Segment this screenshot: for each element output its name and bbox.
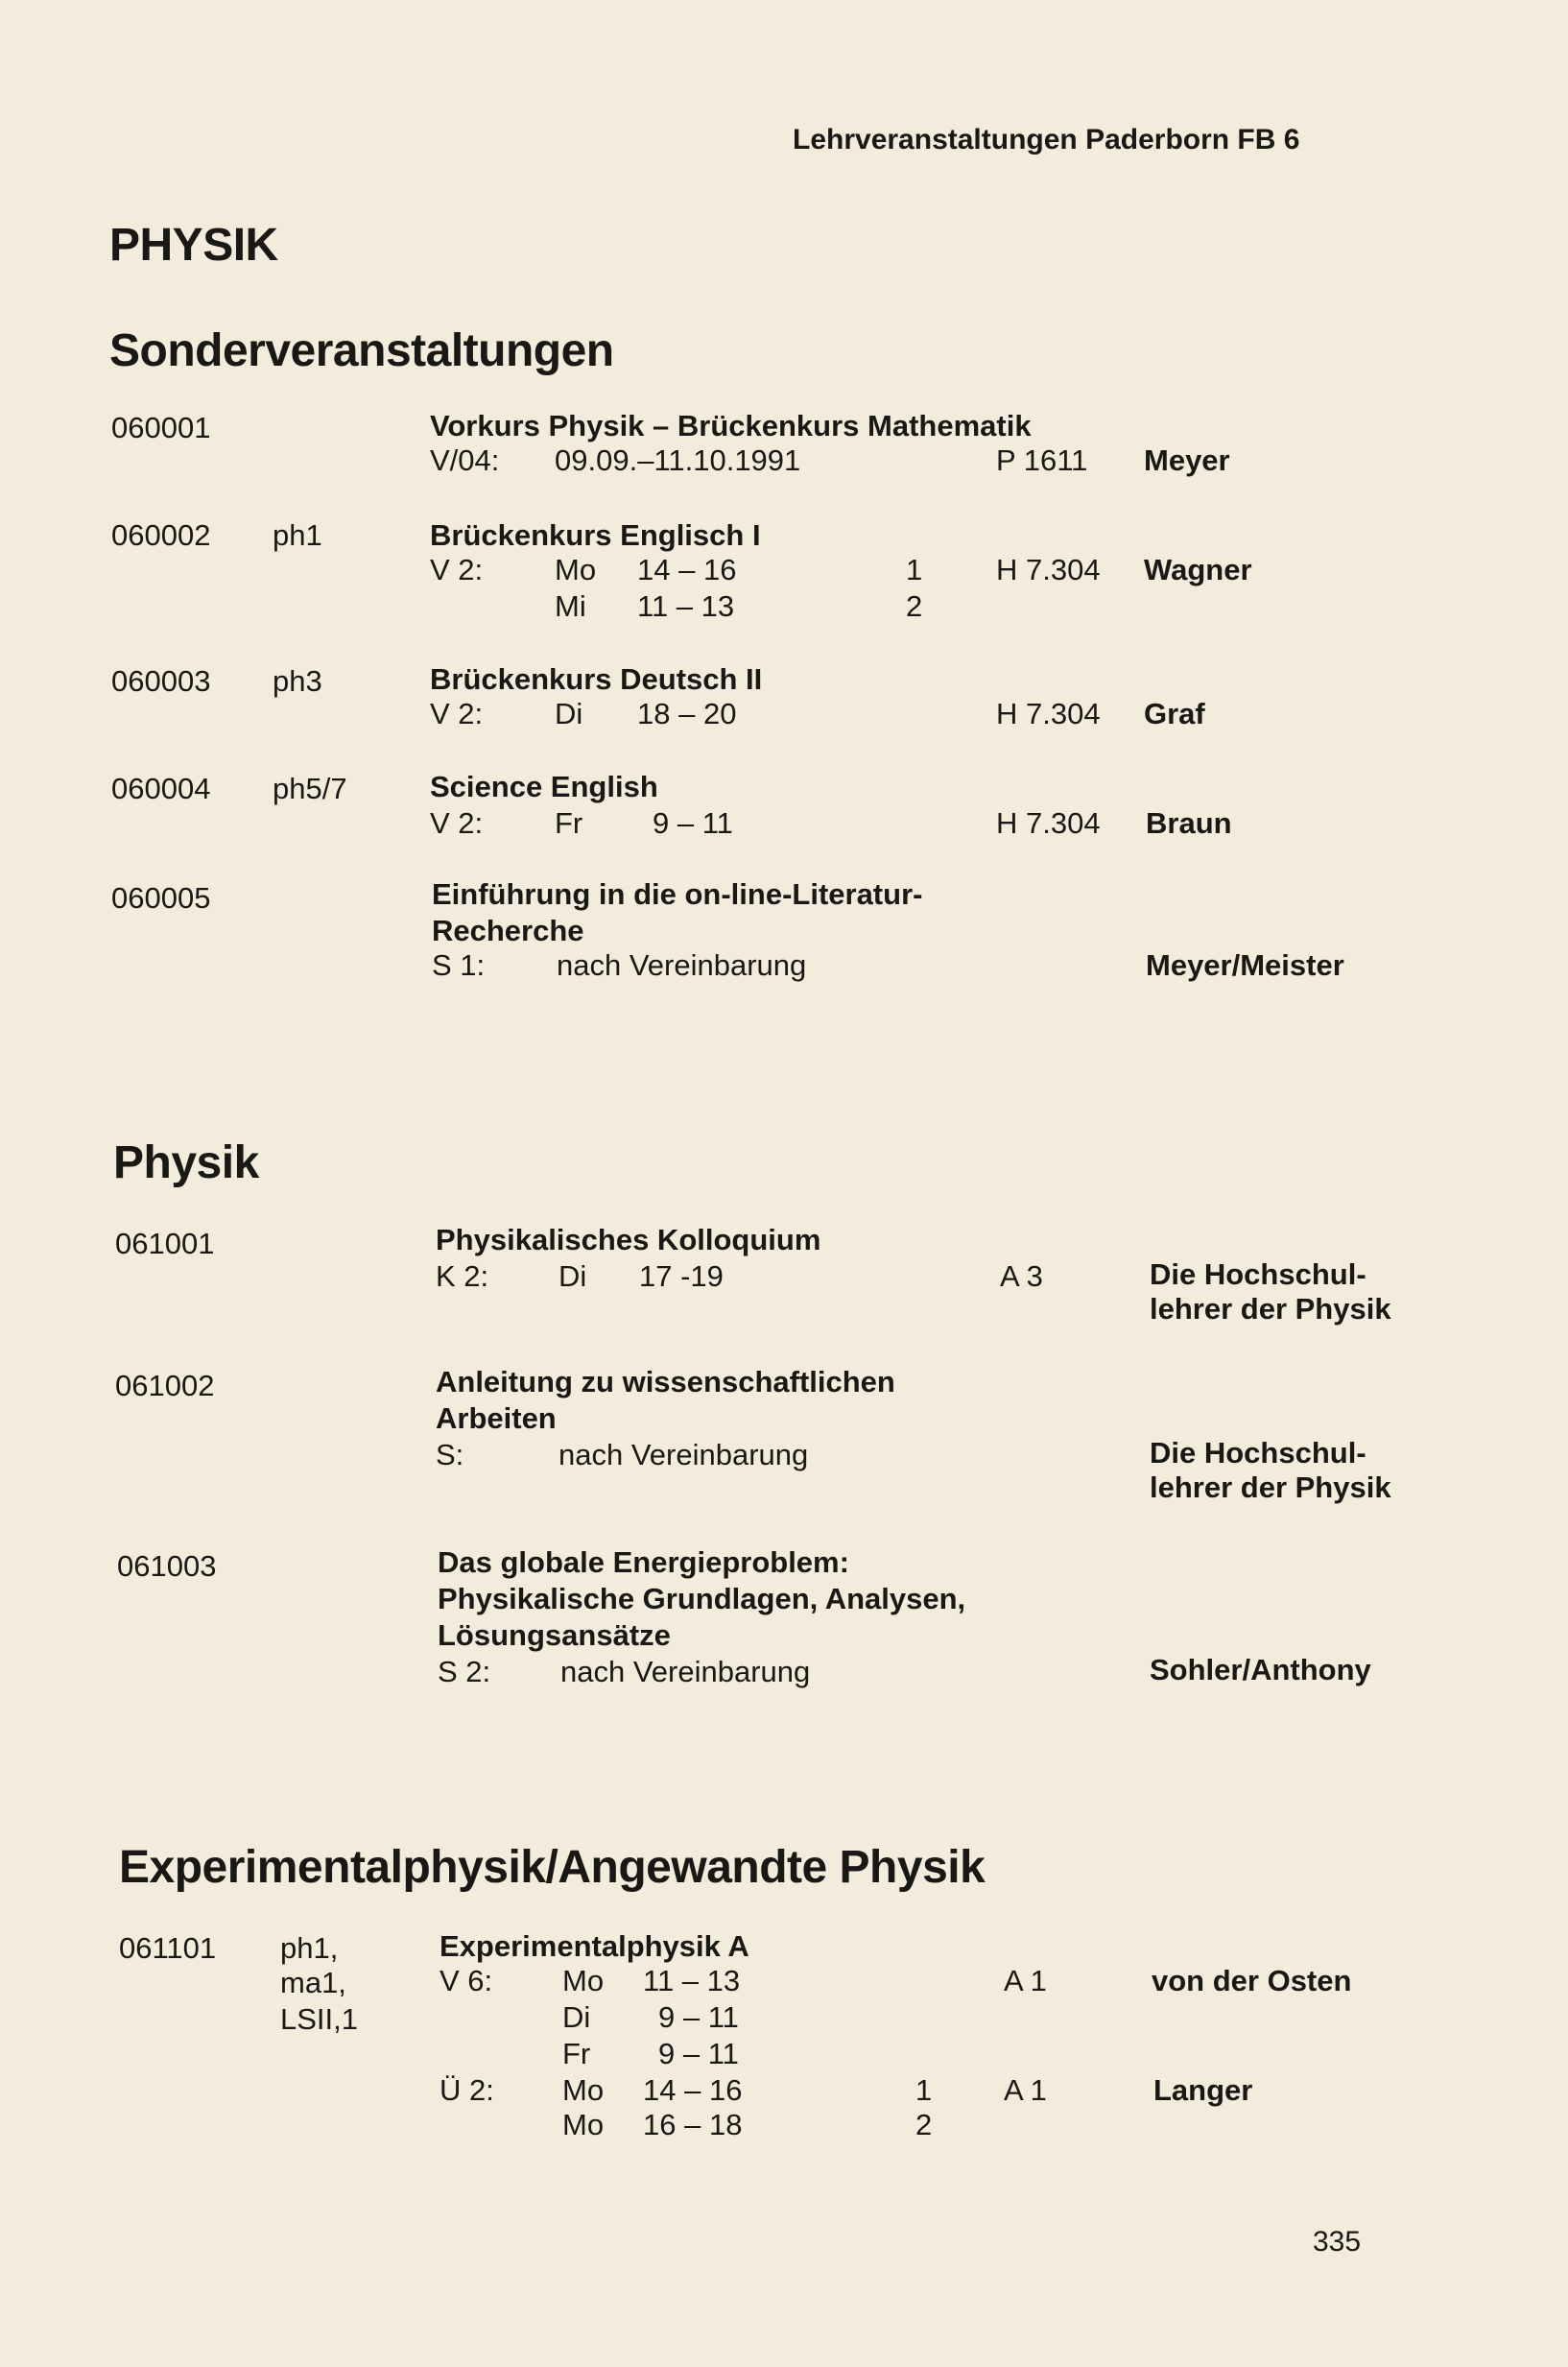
- section-heading: Sonderveranstaltungen: [109, 325, 614, 376]
- course-room: A 1: [1004, 2073, 1047, 2107]
- course-type: V 2:: [430, 553, 484, 586]
- course-title: Vorkurs Physik – Brückenkurs Mathematik: [430, 409, 1032, 442]
- course-day: nach Vereinbarung: [560, 1655, 811, 1688]
- course-title: Experimentalphysik A: [440, 1929, 749, 1963]
- course-day: nach Vereinbarung: [558, 1438, 809, 1471]
- course-time: 9 – 11: [658, 2000, 739, 2034]
- course-room: H 7.304: [996, 806, 1101, 840]
- course-time: 11 – 13: [643, 1964, 741, 1997]
- course-title-continued: Arbeiten: [436, 1401, 557, 1435]
- course-room: H 7.304: [996, 697, 1101, 730]
- course-time: 18 – 20: [637, 697, 737, 730]
- course-day: Fr: [555, 806, 583, 840]
- course-lecturer: Die Hochschul-: [1150, 1257, 1366, 1291]
- course-type: Ü 2:: [440, 2073, 494, 2107]
- course-day: Mo: [562, 2073, 605, 2107]
- course-lecturer: Langer: [1153, 2073, 1253, 2107]
- course-type: V 2:: [430, 806, 484, 840]
- course-title: Physikalisches Kolloquium: [436, 1223, 821, 1256]
- course-group: 1: [915, 2073, 933, 2107]
- course-lecturer: Graf: [1144, 697, 1205, 730]
- course-code: ma1,: [280, 1966, 346, 1999]
- course-title: Einführung in die on-line-Literatur-: [432, 877, 923, 911]
- course-lecturer: Wagner: [1144, 553, 1252, 586]
- course-lecturer-continued: lehrer der Physik: [1150, 1470, 1391, 1504]
- course-title-continued: Physikalische Grundlagen, Analysen,: [438, 1582, 966, 1615]
- course-code: LSII,1: [280, 2002, 358, 2036]
- course-time: 9 – 11: [653, 806, 733, 840]
- course-code: ph1: [273, 518, 322, 552]
- course-type: V 6:: [440, 1964, 493, 1997]
- course-number: 060001: [111, 411, 211, 444]
- course-type: S:: [436, 1438, 464, 1471]
- course-day: Mi: [555, 589, 586, 623]
- page-title: PHYSIK: [109, 220, 278, 271]
- course-type: S 1:: [432, 948, 486, 982]
- course-title-continued: Lösungsansätze: [438, 1618, 671, 1652]
- course-day: Di: [558, 1259, 587, 1293]
- course-group: 2: [915, 2108, 933, 2141]
- page-number: 335: [1313, 2226, 1362, 2258]
- course-group: 2: [906, 589, 923, 623]
- course-title-continued: Recherche: [432, 914, 584, 947]
- course-code: ph5/7: [273, 772, 347, 805]
- course-lecturer: Sohler/Anthony: [1150, 1653, 1371, 1686]
- course-type: K 2:: [436, 1259, 489, 1293]
- course-room: A 1: [1004, 1964, 1047, 1997]
- course-day: Di: [555, 697, 583, 730]
- course-title: Anleitung zu wissenschaftlichen: [436, 1365, 895, 1399]
- course-title: Brückenkurs Englisch I: [430, 518, 761, 552]
- course-type: S 2:: [438, 1655, 491, 1688]
- course-number: 061101: [119, 1931, 217, 1965]
- course-lecturer: Die Hochschul-: [1150, 1436, 1366, 1470]
- course-lecturer: Meyer: [1144, 443, 1230, 477]
- course-number: 060004: [111, 772, 211, 805]
- course-room: H 7.304: [996, 553, 1101, 586]
- course-type: V 2:: [430, 697, 484, 730]
- course-day: Mo: [562, 2108, 605, 2141]
- course-number: 061002: [115, 1369, 215, 1402]
- course-number: 061001: [115, 1227, 215, 1260]
- course-dates: 09.09.–11.10.1991: [555, 443, 801, 477]
- course-title: Brückenkurs Deutsch II: [430, 662, 763, 696]
- course-room: A 3: [1000, 1259, 1043, 1293]
- course-number: 060005: [111, 881, 211, 915]
- course-number: 061003: [117, 1549, 217, 1583]
- course-group: 1: [906, 553, 923, 586]
- course-lecturer: Meyer/Meister: [1146, 948, 1344, 982]
- course-time: 14 – 16: [637, 553, 737, 586]
- course-room: P 1611: [996, 443, 1088, 477]
- course-number: 060002: [111, 518, 211, 552]
- course-time: 11 – 13: [637, 589, 735, 623]
- course-day: Mo: [562, 1964, 605, 1997]
- course-lecturer-continued: lehrer der Physik: [1150, 1292, 1391, 1326]
- course-time: 14 – 16: [643, 2073, 743, 2107]
- course-time: 16 – 18: [643, 2108, 743, 2141]
- course-code: ph1,: [280, 1931, 339, 1965]
- course-lecturer: von der Osten: [1152, 1964, 1352, 1997]
- course-time: 9 – 11: [658, 2037, 739, 2070]
- course-day: Di: [562, 2000, 591, 2034]
- section-heading: Physik: [113, 1137, 259, 1188]
- course-title: Das globale Energieproblem:: [438, 1545, 849, 1579]
- course-title: Science English: [430, 770, 658, 803]
- course-day: Mo: [555, 553, 597, 586]
- course-day: nach Vereinbarung: [557, 948, 807, 982]
- running-header: Lehrveranstaltungen Paderborn FB 6: [793, 124, 1300, 155]
- course-code: ph3: [273, 664, 322, 698]
- course-lecturer: Braun: [1146, 806, 1232, 840]
- course-type: V/04:: [430, 443, 500, 477]
- course-time: 17 -19: [639, 1259, 724, 1293]
- section-heading: Experimentalphysik/Angewandte Physik: [119, 1842, 986, 1893]
- course-number: 060003: [111, 664, 211, 698]
- course-day: Fr: [562, 2037, 591, 2070]
